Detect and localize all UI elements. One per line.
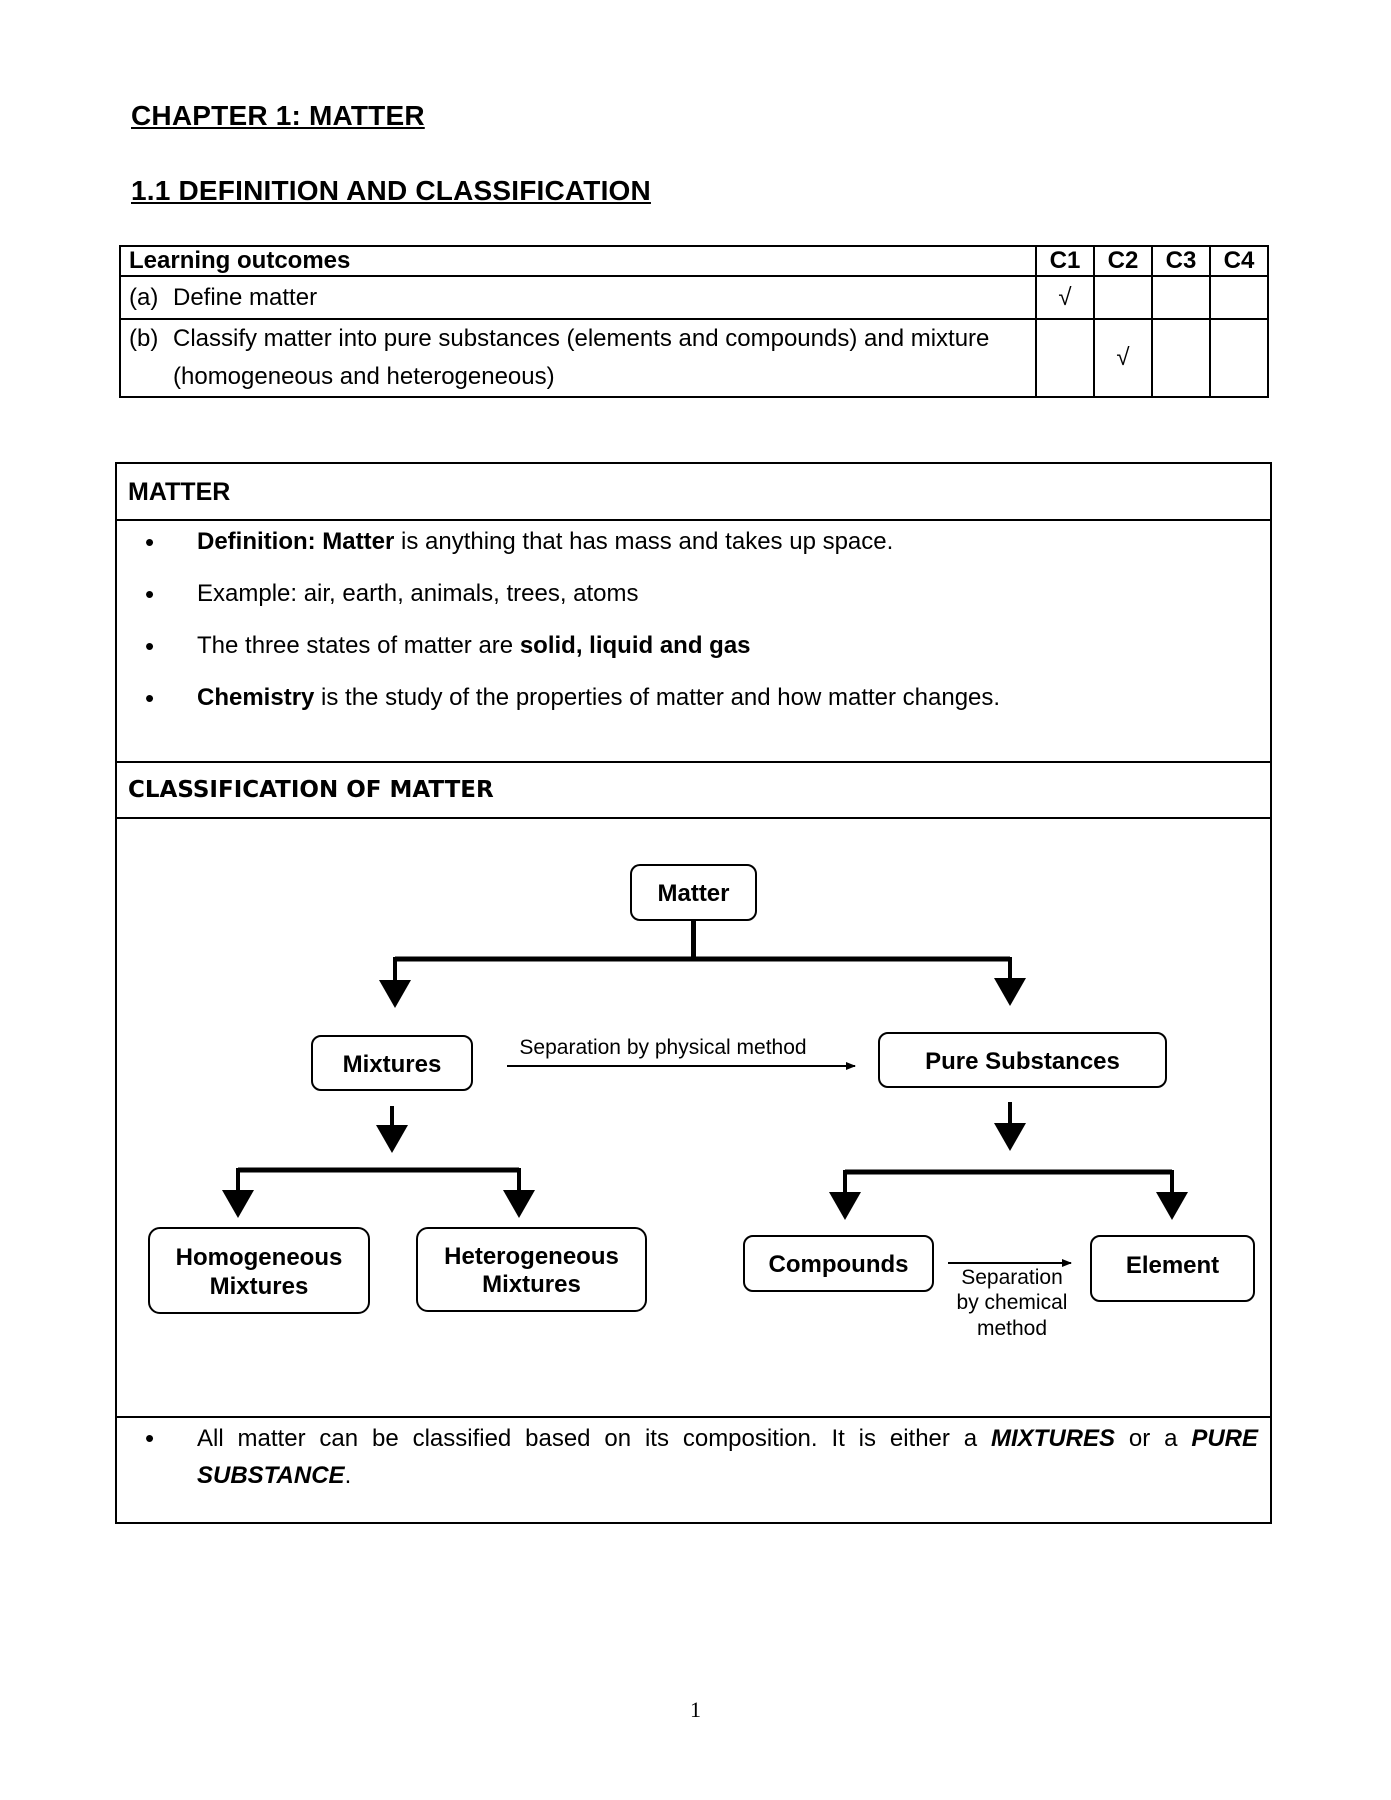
chemistry-term: Chemistry: [197, 684, 315, 711]
example-text: Example: air, earth, animals, trees, atoms: [197, 580, 639, 607]
matter-box: [115, 462, 1272, 1524]
states-bold: solid, liquid and gas: [519, 632, 751, 659]
section-title: 1.1 DEFINITION AND CLASSIFICATION: [131, 175, 651, 206]
mark-cell: [1036, 319, 1094, 397]
element-label: Element: [1125, 1252, 1220, 1279]
table-row: [120, 319, 1268, 397]
check-mark: √: [1036, 276, 1094, 319]
classification-title: CLASSIFICATION OF MATTER: [128, 777, 494, 803]
mark-cell: [1152, 276, 1210, 319]
table-row: [120, 276, 1268, 319]
compounds-label: Compounds: [768, 1251, 909, 1278]
outcome-cell: [120, 319, 1036, 397]
mark-cell: [1210, 276, 1268, 319]
summary-text: [197, 1420, 1258, 1494]
learning-outcomes-header: Learning outcomes: [120, 246, 1036, 276]
chemical-separation-line1: Separation: [961, 1266, 1063, 1289]
homogeneous-label-line1: Homogeneous: [175, 1244, 343, 1271]
summary-post: .: [344, 1462, 352, 1489]
mixtures-label: Mixtures: [342, 1051, 442, 1078]
classification-diagram: [117, 464, 1270, 1522]
outcome-text: Define matter: [173, 283, 318, 311]
matter-box-title: MATTER: [128, 478, 231, 506]
table-header-row: [120, 246, 1268, 276]
chemical-separation-line3: method: [976, 1317, 1048, 1340]
chemistry-text: is the study of the properties of matter and how matter changes.: [314, 684, 1001, 711]
outcome-cell: [120, 276, 1036, 319]
column-c2: C2: [1094, 246, 1152, 276]
heterogeneous-label-line1: Heterogeneous: [444, 1243, 619, 1270]
check-mark: √: [1094, 319, 1152, 397]
summary-mixtures: MIXTURES: [990, 1425, 1115, 1452]
states-text: The three states of matter are: [197, 632, 520, 659]
pure-substances-label: Pure Substances: [925, 1048, 1120, 1075]
homogeneous-label-line2: Mixtures: [209, 1273, 309, 1300]
mark-cell: [1152, 319, 1210, 397]
mark-cell: [1210, 319, 1268, 397]
heterogeneous-label-line2: Mixtures: [482, 1271, 581, 1298]
summary-pure-substance: PURE SUBSTANCE: [197, 1425, 1258, 1489]
matter-label: Matter: [657, 880, 730, 907]
divider: [117, 1416, 1270, 1418]
summary-pre: All matter can be classified based on its composition. It is either a: [197, 1425, 991, 1452]
summary-mid: or a: [1115, 1425, 1192, 1452]
chemical-separation-line2: by chemical: [956, 1291, 1068, 1314]
column-c3: C3: [1152, 246, 1210, 276]
column-c1: C1: [1036, 246, 1094, 276]
mark-cell: [1094, 276, 1152, 319]
physical-separation-label: Separation by physical method: [519, 1036, 807, 1059]
page-number: 1: [690, 1697, 701, 1722]
chapter-title: CHAPTER 1: MATTER: [131, 100, 425, 131]
learning-outcomes-table: [119, 245, 1269, 398]
definition-text: is anything that has mass and takes up space.: [394, 528, 894, 555]
outcome-text: Classify matter into pure substances (elements and compounds) and mixture (homogeneous and heterogeneous): [173, 325, 990, 390]
outcome-label: (a): [129, 283, 159, 311]
definition-term: Definition: Matter: [197, 528, 395, 555]
column-c4: C4: [1210, 246, 1268, 276]
outcome-label: (b): [129, 325, 159, 352]
